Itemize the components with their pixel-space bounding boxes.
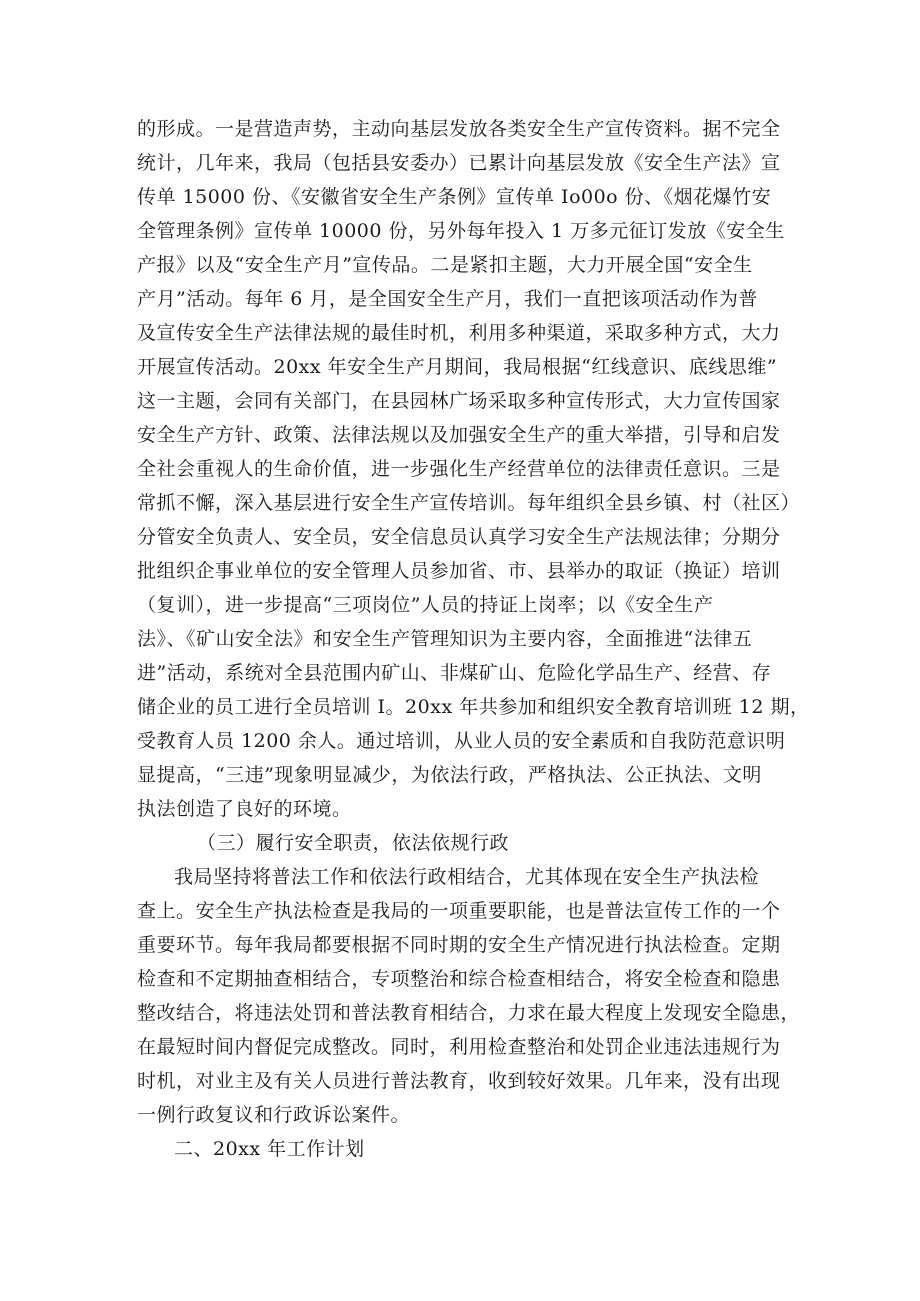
paragraph-line: 产报》以及“安全生产月”宣传品。二是紧扣主题，大力开展全国“安全生 xyxy=(137,254,753,276)
section-heading: 二、20xx 年工作计划 xyxy=(174,1138,365,1160)
paragraph-line: 在最短时间内督促完成整改。同时，利用检查整治和处罚企业违法违规行为 xyxy=(137,1036,781,1058)
paragraph-line: 法》、《矿山安全法》和安全生产管理知识为主要内容，全面推进“法律五 xyxy=(137,628,753,650)
paragraph-line: 检查和不定期抽查相结合，专项整治和综合检查相结合，将安全检查和隐患 xyxy=(137,968,781,990)
paragraph-line: 统计，几年来，我局（包括县安委办）已累计向基层发放《安全生产法》宣 xyxy=(137,152,781,174)
paragraph-line: 分管安全负责人、安全员，安全信息员认真学习安全生产法规法律；分期分 xyxy=(137,526,781,548)
paragraph-line: 全管理条例》宣传单 10000 份，另外每年投入 1 万多元征订发放《安全生 xyxy=(137,220,785,242)
paragraph-line: 安全生产方针、政策、法律法规以及加强安全生产的重大举措，引导和启发 xyxy=(137,424,781,446)
paragraph-line: 受教育人员 1200 余人。通过培训，从业人员的安全素质和自我防范意识明 xyxy=(137,730,786,752)
paragraph-line: 开展宣传活动。20xx 年安全生产月期间，我局根据“红线意识、底线思维” xyxy=(137,356,778,378)
paragraph-line: 传单 15000 份、《安徽省安全生产条例》宣传单 Io00o 份、《烟花爆竹安 xyxy=(137,186,772,208)
paragraph-line: 这一主题，会同有关部门，在县园林广场采取多种宣传形式，大力宣传国家 xyxy=(137,390,781,412)
paragraph-line: 时机，对业主及有关人员进行普法教育，收到较好效果。几年来，没有出现 xyxy=(137,1070,781,1092)
paragraph-line: 执法创造了良好的环境。 xyxy=(137,798,352,820)
paragraph-line: 批组织企事业单位的安全管理人员参加省、市、县举办的取证（换证）培训 xyxy=(137,560,781,582)
paragraph-line: 全社会重视人的生命价值，进一步强化生产经营单位的法律责任意识。三是 xyxy=(137,458,781,480)
paragraph-line: 我局坚持将普法工作和依法行政相结合，尤其体现在安全生产执法检 xyxy=(174,866,760,888)
paragraph-line: 常抓不懈，深入基层进行安全生产宣传培训。每年组织全县乡镇、村（社区） xyxy=(137,492,801,514)
section-heading: （三）履行安全职责，依法依规行政 xyxy=(197,832,510,854)
paragraph-line: 查上。安全生产执法检查是我局的一项重要职能，也是普法宣传工作的一个 xyxy=(137,900,781,922)
paragraph-line: 一例行政复议和行政诉讼案件。 xyxy=(137,1104,411,1126)
paragraph-line: 重要环节。每年我局都要根据不同时期的安全生产情况进行执法检查。定期 xyxy=(137,934,781,956)
paragraph-line: 整改结合，将违法处罚和普法教育相结合，力求在最大程度上发现安全隐患， xyxy=(137,1002,801,1024)
paragraph-line: 储企业的员工进行全员培训 I。20xx 年共参加和组织安全教育培训班 12 期， xyxy=(137,696,810,718)
paragraph-line: 显提高，“三违”现象明显减少，为依法行政，严格执法、公正执法、文明 xyxy=(137,764,762,786)
paragraph-line: 的形成。一是营造声势，主动向基层发放各类安全生产宣传资料。据不完全 xyxy=(137,118,781,140)
paragraph-line: 产月”活动。每年 6 月，是全国安全生产月，我们一直把该项活动作为普 xyxy=(137,288,758,310)
paragraph-line: 及宣传安全生产法律法规的最佳时机，利用多种渠道，采取多种方式，大力 xyxy=(137,322,781,344)
paragraph-line: 进”活动，系统对全县范围内矿山、非煤矿山、危险化学品生产、经营、存 xyxy=(137,662,772,684)
paragraph-line: （复训），进一步提高“三项岗位”人员的持证上岗率；以《安全生产 xyxy=(137,594,714,616)
